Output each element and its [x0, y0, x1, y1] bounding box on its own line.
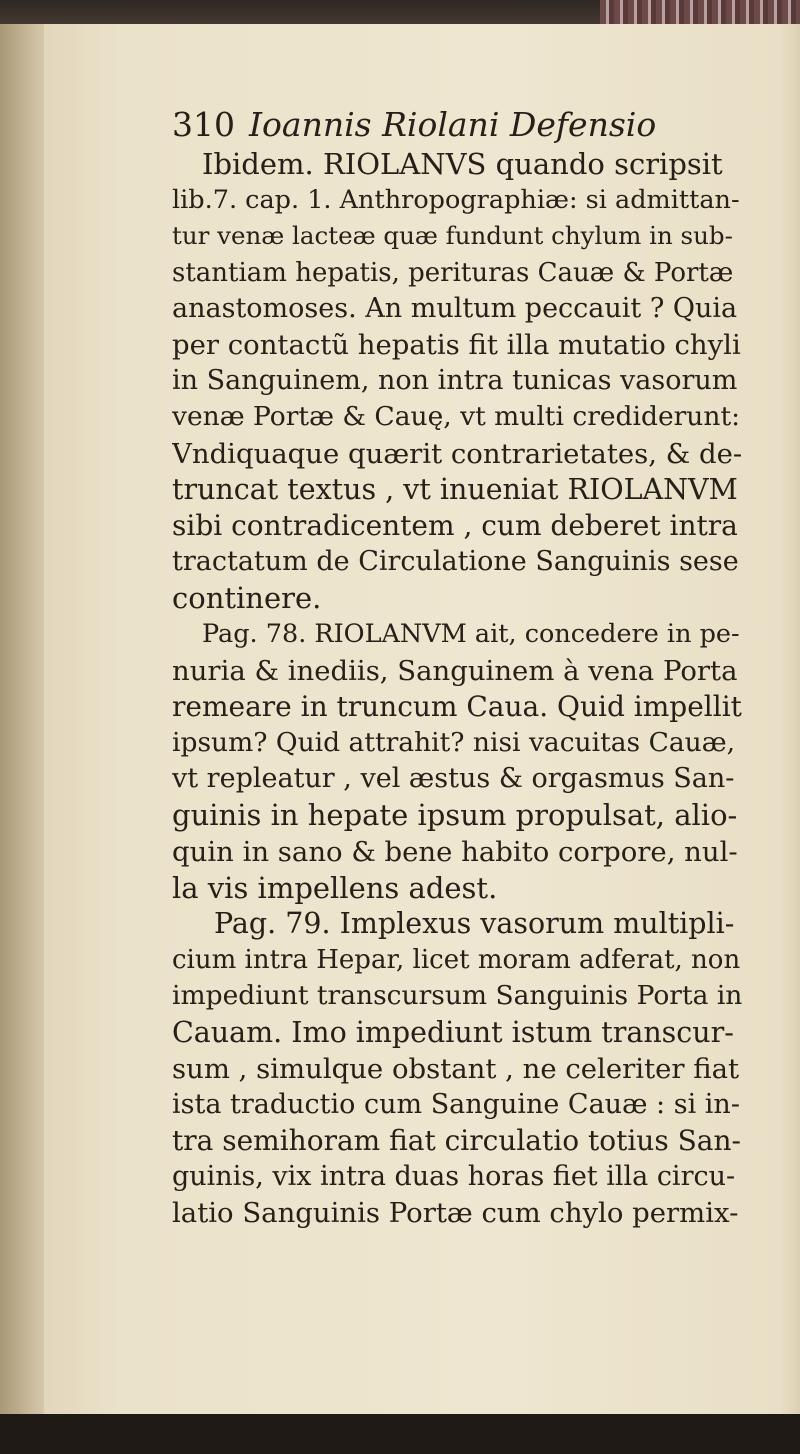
text-line: in Sanguinem, non intra tunicas vasorum: [172, 365, 738, 397]
text-line: Pag. 78. RIOLANVM ait, concedere in pe-: [202, 619, 740, 650]
text-line: remeare in truncum Caua. Quid impellit: [172, 689, 742, 723]
text-line: Cauam. Imo impediunt istum transcur-: [172, 1015, 734, 1049]
text-line: tractatum de Circulatione Sanguinis sese: [172, 546, 739, 578]
text-line: anastomoses. An multum peccauit ? Quia: [172, 292, 738, 324]
text-line: vt repleatur , vel æstus & orgasmus San-: [172, 763, 735, 795]
text-line: lib.7. cap. 1. Anthropographiæ: si admittan-: [172, 185, 740, 216]
text-line: guinis in hepate ipsum propulsat, alio-: [172, 798, 738, 833]
text-line: cium intra Hepar, licet moram adferat, non: [172, 945, 741, 976]
text-line: continere.: [172, 581, 322, 616]
text-line: Ibidem. RIOLANVS quando scripsit: [202, 147, 723, 181]
page-number: 310: [172, 105, 235, 144]
text-line: Pag. 79. Implexus vasorum multipli-: [214, 906, 735, 940]
text-line: impediunt transcursum Sanguinis Porta in: [172, 980, 742, 1012]
text-line: ista traductio cum Sanguine Cauæ : si in-: [172, 1088, 740, 1120]
text-line: quin in sano & bene habito corpore, nul-: [172, 835, 738, 868]
text-line: la vis impellens adest.: [172, 870, 498, 905]
running-header: [172, 104, 742, 146]
book-binding-bottom: [0, 1414, 800, 1454]
text-line: truncat textus , vt inueniat RIOLANVM: [172, 472, 738, 506]
page-text-block: [172, 104, 742, 1232]
text-line: nuria & inediis, Sanguinem à vena Porta: [172, 654, 738, 687]
text-line: tra semihoram fiat circulatio totius San-: [172, 1124, 741, 1158]
running-title: Ioannis Riolani Defensio: [249, 105, 657, 144]
text-line: ipsum? Quid attrahit? nisi vacuitas Cauæ,: [172, 727, 736, 758]
text-line: tur venæ lacteæ quæ fundunt chylum in sub-: [172, 221, 733, 251]
page-gutter-edge: [0, 24, 44, 1416]
text-line: sum , simulque obstant , ne celeriter fiat: [172, 1052, 740, 1085]
text-line: per contactũ hepatis fit illa mutatio chyli: [172, 328, 741, 361]
text-line: sibi contradicentem , cum deberet intra: [172, 508, 738, 542]
text-line: Vndiquaque quærit contrarietates, & de-: [172, 437, 742, 470]
text-line: stantiam hepatis, perituras Cauæ & Portæ: [172, 257, 734, 288]
text-line: latio Sanguinis Portæ cum chylo permix-: [172, 1197, 739, 1230]
text-line: guinis, vix intra duas horas fiet illa circu-: [172, 1161, 736, 1193]
text-line: venæ Portæ & Cauę, vt multi crediderunt:: [172, 401, 741, 433]
